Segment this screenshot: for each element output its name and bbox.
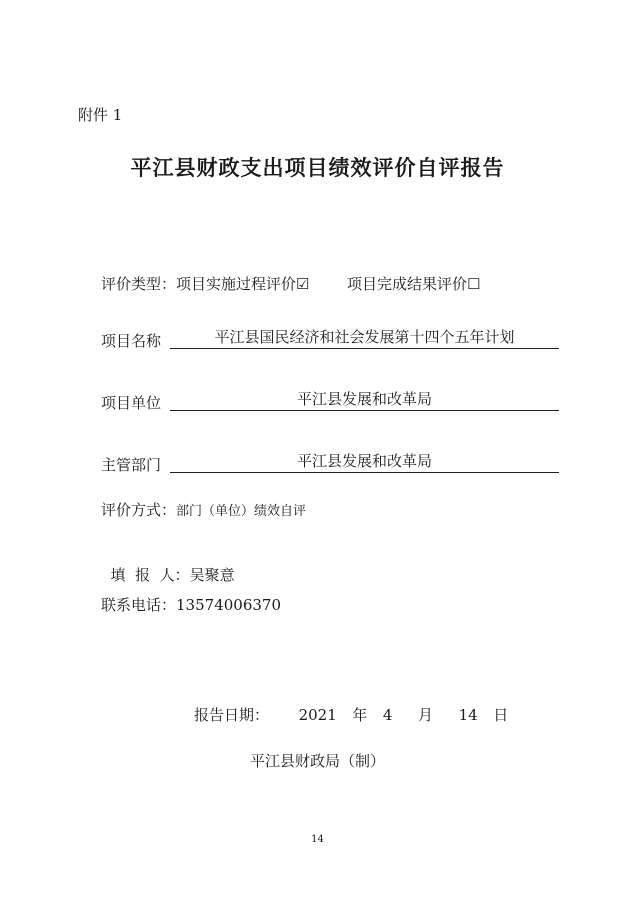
supervisor-value: 平江县发展和改革局 (296, 452, 432, 470)
eval-method-label: 评价方式： (101, 501, 177, 519)
project-unit-field (170, 392, 559, 411)
report-date-day-unit: 日 (493, 706, 509, 724)
eval-method-row (101, 499, 306, 520)
checkbox-checked-icon[interactable]: ☑ (296, 275, 310, 293)
supervisor-field (170, 454, 559, 473)
project-name-row (101, 330, 161, 351)
checkbox-unchecked-icon[interactable]: ☐ (467, 275, 481, 293)
report-date-year: 2021 (298, 706, 337, 724)
report-date-month-unit: 月 (418, 706, 434, 724)
eval-type-option-process: 项目实施过程评价 (176, 275, 297, 293)
report-date-label: 报告日期： (194, 706, 270, 724)
project-unit-label: 项目单位 (101, 394, 162, 412)
filler-value: 吴聚意 (189, 566, 235, 584)
issuer-line: 平江县财政局（制） (249, 752, 385, 770)
report-date-year-unit: 年 (352, 706, 368, 724)
page-number: 14 (311, 834, 324, 845)
eval-type-label: 评价类型： (101, 275, 177, 293)
report-date-day: 14 (458, 706, 478, 724)
project-unit-value: 平江县发展和改革局 (296, 390, 432, 408)
phone-label: 联系电话： (101, 596, 177, 614)
attachment-label: 附件 1 (78, 106, 123, 124)
filler-label: 填 报 人： (110, 566, 190, 584)
project-name-value: 平江县国民经济和社会发展第十四个五年计划 (214, 328, 515, 346)
eval-method-value: 部门（单位）绩效自评 (176, 504, 307, 519)
phone-value: 13574006370 (176, 596, 281, 614)
supervisor-label: 主管部门 (101, 456, 162, 474)
project-name-field (170, 330, 559, 349)
report-date (194, 704, 508, 725)
eval-type-option-result: 项目完成结果评价 (347, 275, 468, 293)
report-date-month: 4 (382, 706, 393, 724)
filler-row (101, 546, 235, 585)
eval-type-row (101, 273, 481, 294)
phone-row (101, 594, 281, 615)
page-title: 平江县财政支出项目绩效评价自评报告 (130, 155, 505, 180)
project-name-label: 项目名称 (101, 332, 162, 350)
